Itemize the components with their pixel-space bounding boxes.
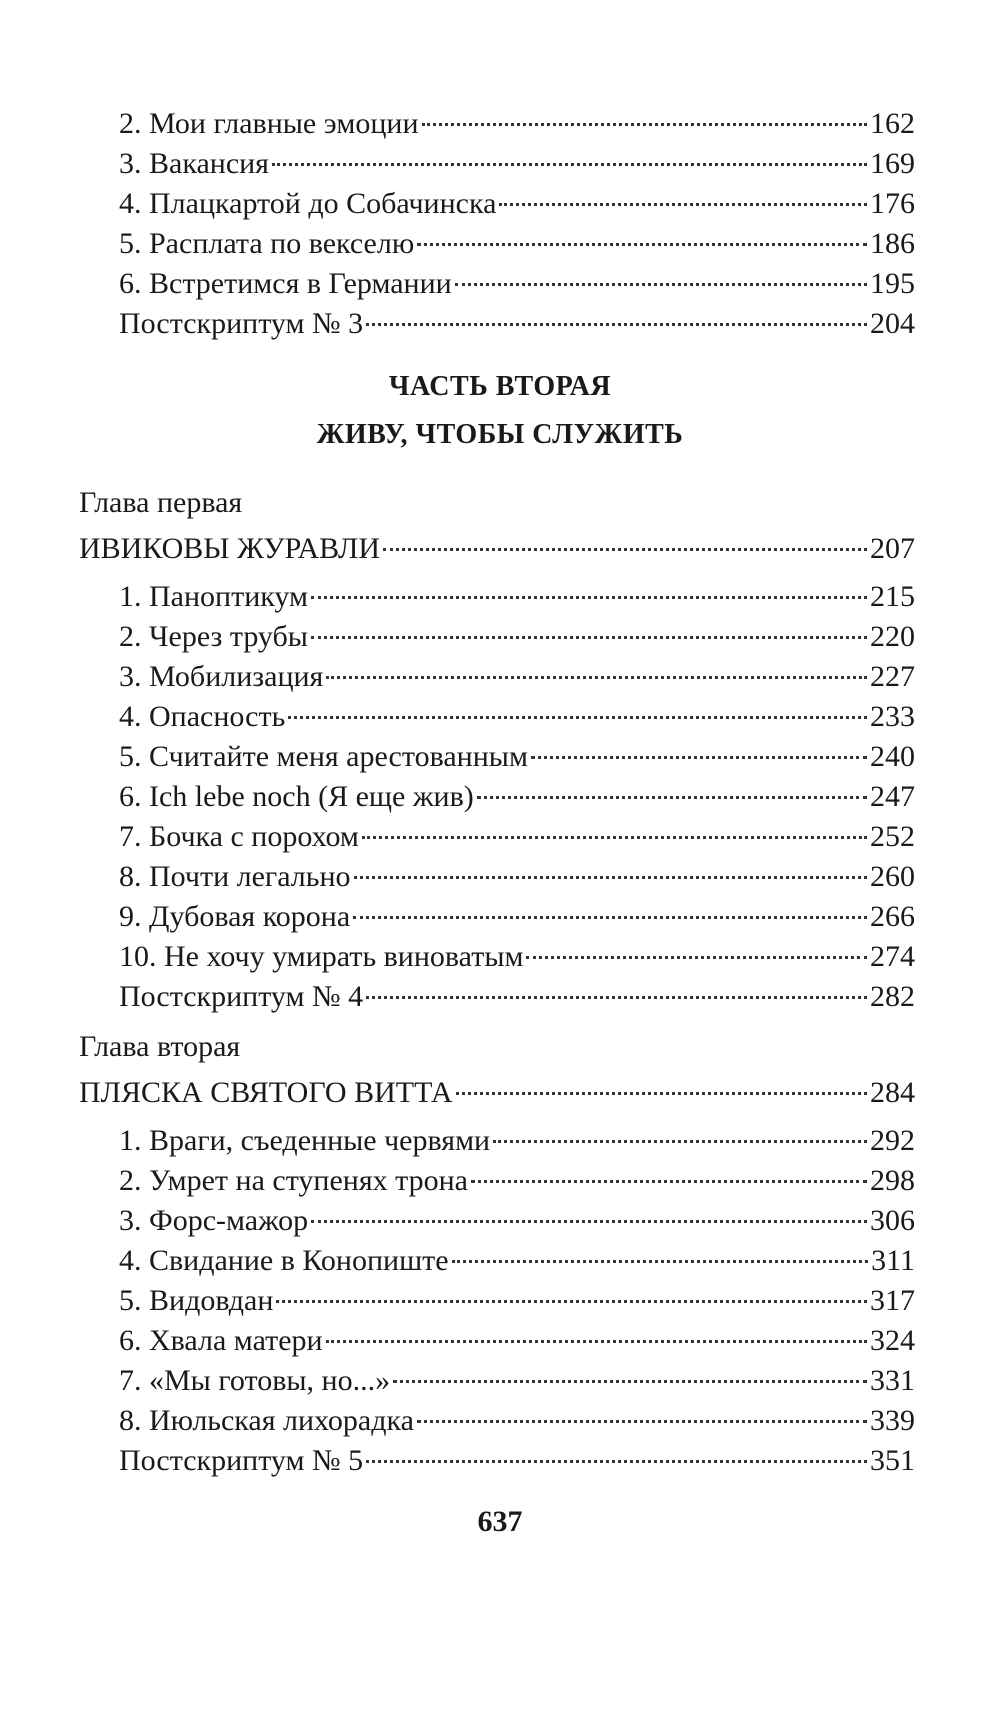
toc-entry-label: 3. Мобилизация — [119, 660, 324, 693]
toc-entry-page: 169 — [870, 147, 915, 180]
dot-leader — [311, 636, 867, 639]
toc-entry — [119, 777, 915, 817]
toc-entry-label: 3. Вакансия — [119, 147, 269, 180]
toc-entry-label: 6. Встретимся в Германии — [119, 267, 452, 300]
toc-entry — [119, 1281, 915, 1321]
dot-leader — [417, 243, 867, 246]
toc-entry — [119, 1441, 915, 1481]
toc-entry-label: Постскриптум № 4 — [119, 980, 364, 1013]
toc-entry-label: 4. Свидание в Конопиште — [119, 1244, 449, 1277]
toc-entry-label: 1. Паноптикум — [119, 580, 308, 613]
dot-leader — [326, 676, 867, 679]
toc-entry-page: 240 — [870, 740, 915, 773]
chapter-title-entry — [79, 1073, 915, 1113]
toc-entry-label: 8. Июльская лихорадка — [119, 1404, 414, 1437]
chapter-page: 284 — [870, 1076, 915, 1109]
chapter-label: Глава первая — [79, 486, 243, 519]
toc-entry — [119, 1241, 915, 1281]
toc-entry-page: 306 — [870, 1204, 915, 1237]
toc-entry — [119, 737, 915, 777]
toc-entry — [119, 937, 915, 977]
toc-entry-label: 6. Ich lebe noch (Я еще жив) — [119, 780, 474, 813]
toc-entry-label: Постскриптум № 3 — [119, 307, 364, 340]
dot-leader — [326, 1340, 867, 1343]
toc-entry-page: 324 — [870, 1324, 915, 1357]
dot-leader — [393, 1380, 867, 1383]
toc-entry — [119, 857, 915, 897]
toc-entry-label: 3. Форс-мажор — [119, 1204, 309, 1237]
dot-leader — [455, 283, 867, 286]
chapter-title-entry — [79, 529, 915, 569]
dot-leader — [366, 323, 867, 326]
toc-entry — [119, 1161, 915, 1201]
toc-entry — [119, 697, 915, 737]
toc-entry — [119, 1321, 915, 1361]
toc-entry-label: 5. Считайте меня арестованным — [119, 740, 528, 773]
toc-entry — [119, 617, 915, 657]
toc-entry-label: 6. Хвала матери — [119, 1324, 323, 1357]
toc-entry-page: 298 — [870, 1164, 915, 1197]
toc-entry-page: 186 — [870, 227, 915, 260]
toc-entry — [119, 817, 915, 857]
toc-entry-page: 260 — [870, 860, 915, 893]
dot-leader — [493, 1140, 867, 1143]
toc-entry-page: 227 — [870, 660, 915, 693]
toc-entry-label: 4. Плацкартой до Собачинска — [119, 187, 497, 220]
dot-leader — [526, 956, 867, 959]
toc-entry-label: Постскриптум № 5 — [119, 1444, 364, 1477]
dot-leader — [456, 1092, 867, 1095]
toc-entry-label: 2. Умрет на ступенях трона — [119, 1164, 468, 1197]
toc-entry-label: 8. Почти легально — [119, 860, 351, 893]
toc-entry — [119, 577, 915, 617]
toc-entry — [119, 104, 915, 144]
toc-entry-label: 5. Видовдан — [119, 1284, 274, 1317]
dot-leader — [366, 1460, 867, 1463]
dot-leader — [353, 916, 867, 919]
toc-entry — [119, 184, 915, 224]
dot-leader — [311, 596, 867, 599]
chapter-page: 207 — [870, 532, 915, 565]
toc-entry-page: 351 — [870, 1444, 915, 1477]
toc-entry-page: 233 — [870, 700, 915, 733]
dot-leader — [272, 163, 867, 166]
toc-entry-page: 252 — [870, 820, 915, 853]
toc-entry-page: 215 — [870, 580, 915, 613]
toc-entry-label: 1. Враги, съеденные червями — [119, 1124, 491, 1157]
toc-entry — [119, 657, 915, 697]
toc-entry-page: 204 — [870, 307, 915, 340]
toc-entry — [119, 264, 915, 304]
dot-leader — [471, 1180, 867, 1183]
toc-entry-label: 7. «Мы готовы, но...» — [119, 1364, 391, 1397]
toc-entry — [119, 144, 915, 184]
dot-leader — [499, 203, 867, 206]
dot-leader — [288, 716, 867, 719]
toc-entry-page: 266 — [870, 900, 915, 933]
toc-entry-page: 274 — [870, 940, 915, 973]
toc-entry-page: 311 — [871, 1244, 915, 1277]
toc-entry-label: 2. Мои главные эмоции — [119, 107, 419, 140]
toc-entry — [119, 1201, 915, 1241]
toc-entry — [119, 977, 915, 1017]
dot-leader — [383, 548, 867, 551]
dot-leader — [276, 1300, 867, 1303]
toc-entry-page: 247 — [870, 780, 915, 813]
toc-entry — [119, 1361, 915, 1401]
toc-entry-label: 5. Расплата по векселю — [119, 227, 415, 260]
toc-entry — [119, 897, 915, 937]
toc-entry — [119, 1401, 915, 1441]
chapter-title: ИВИКОВЫ ЖУРАВЛИ — [79, 532, 381, 565]
toc-entry-label: 9. Дубовая корона — [119, 900, 351, 933]
dot-leader — [362, 836, 867, 839]
toc-entry — [119, 304, 915, 344]
toc-entry-label: 4. Опасность — [119, 700, 286, 733]
toc-entry-page: 162 — [870, 107, 915, 140]
chapter-title: ПЛЯСКА СВЯТОГО ВИТТА — [79, 1076, 453, 1109]
toc-entry — [119, 1121, 915, 1161]
part-title: ЧАСТЬ ВТОРАЯ — [388, 371, 612, 402]
toc-entry-page: 220 — [870, 620, 915, 653]
toc-entry-page: 195 — [870, 267, 915, 300]
toc-entry-label: 2. Через трубы — [119, 620, 308, 653]
toc-entry-label: 7. Бочка с порохом — [119, 820, 359, 853]
toc-entry — [119, 224, 915, 264]
toc-entry-page: 282 — [870, 980, 915, 1013]
toc-entry-page: 317 — [870, 1284, 915, 1317]
dot-leader — [311, 1220, 867, 1223]
dot-leader — [452, 1260, 869, 1263]
dot-leader — [366, 996, 867, 999]
part-subtitle: ЖИВУ, ЧТОБЫ СЛУЖИТЬ — [316, 419, 684, 450]
toc-entry-page: 331 — [870, 1364, 915, 1397]
toc-entry-label: 10. Не хочу умирать виноватым — [119, 940, 524, 973]
dot-leader — [417, 1420, 867, 1423]
toc-entry-page: 339 — [870, 1404, 915, 1437]
toc-entry-page: 292 — [870, 1124, 915, 1157]
toc-entry-page: 176 — [870, 187, 915, 220]
dot-leader — [422, 123, 867, 126]
dot-leader — [531, 756, 867, 759]
chapter-label: Глава вторая — [79, 1030, 241, 1063]
dot-leader — [354, 876, 867, 879]
dot-leader — [477, 796, 867, 799]
page-number: 637 — [477, 1505, 523, 1538]
